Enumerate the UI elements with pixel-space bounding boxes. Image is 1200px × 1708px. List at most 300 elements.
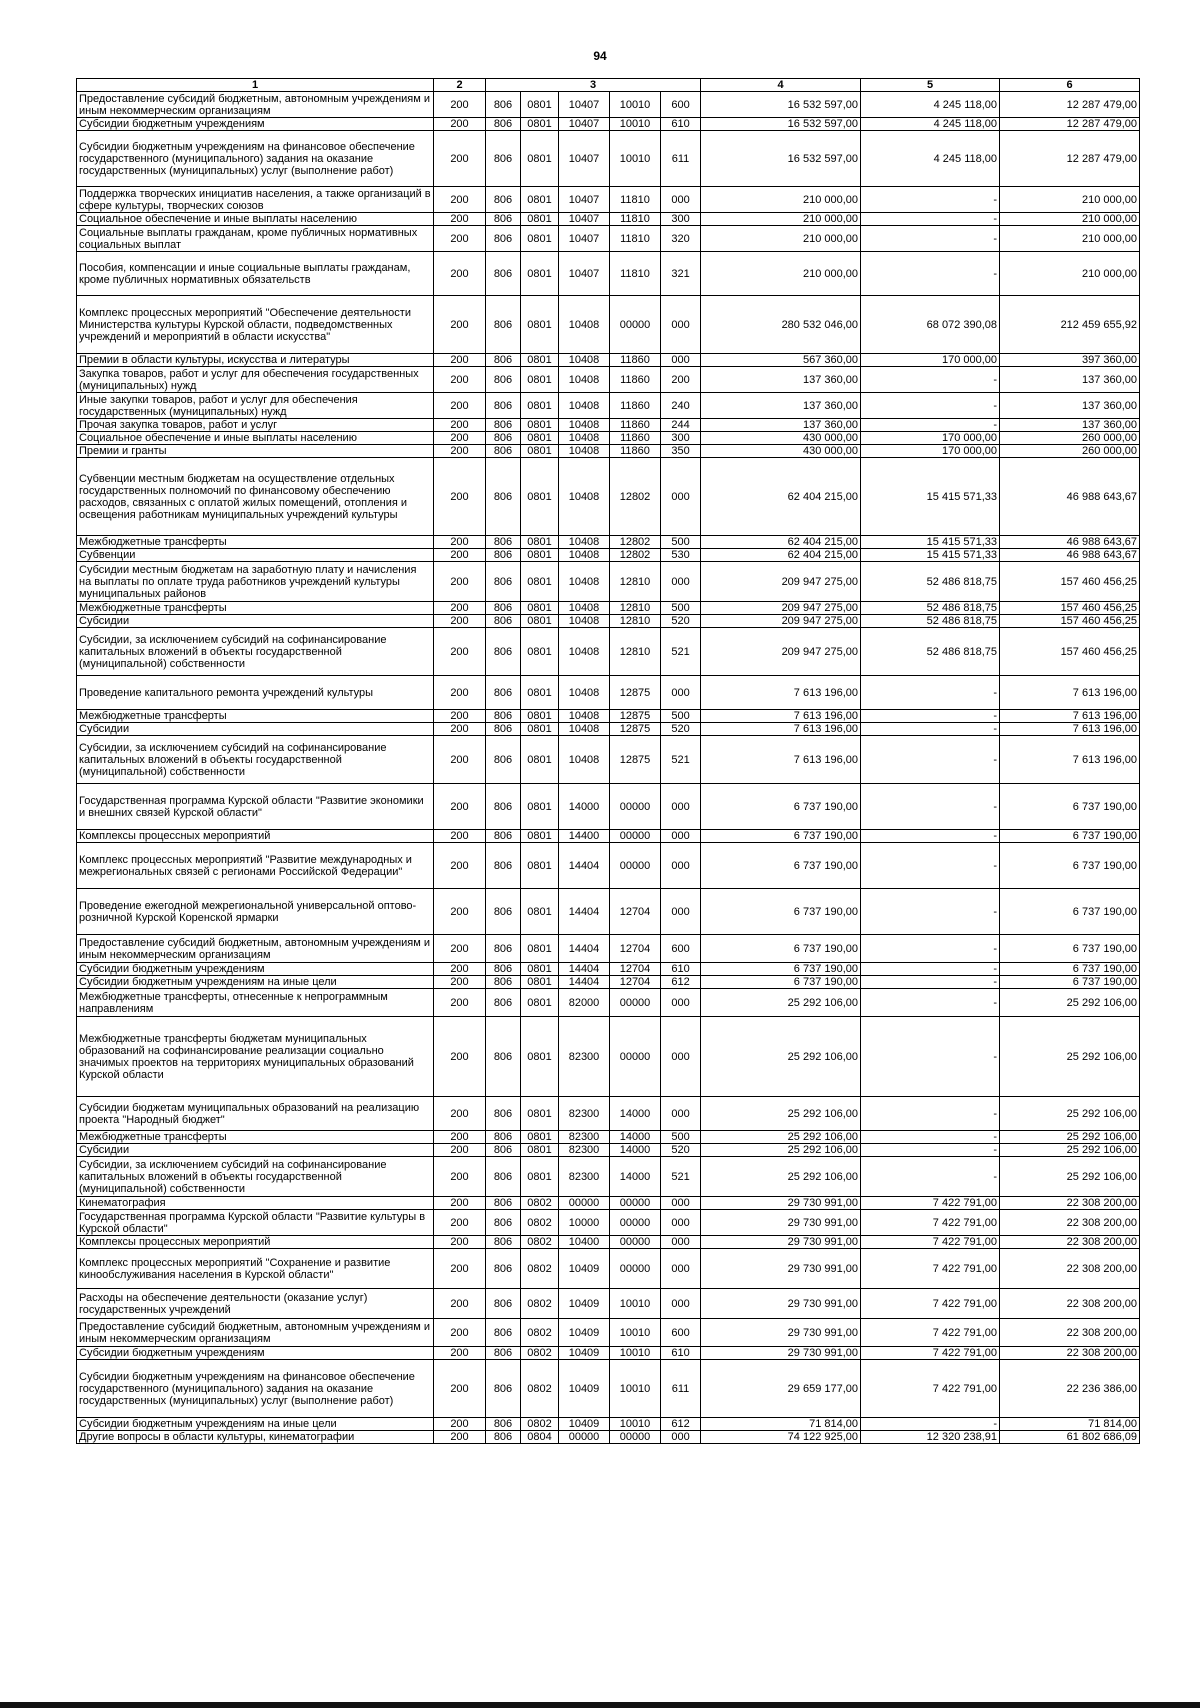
cell-b: 0801 <box>521 1131 559 1144</box>
cell-d: 00000 <box>610 989 661 1017</box>
cell-b: 0801 <box>521 419 559 432</box>
cell-v4: 29 730 991,00 <box>701 1210 861 1236</box>
cell-name: Пособия, компенсации и иные социальные выплаты гражданам, кроме публичных нормативных обязательств <box>77 252 434 296</box>
cell-name: Государственная программа Курской области "Развитие экономики и внешних связей Курской области" <box>77 784 434 830</box>
cell-c2: 200 <box>434 963 486 976</box>
cell-d: 14000 <box>610 1157 661 1197</box>
cell-c: 14000 <box>559 784 610 830</box>
cell-c2: 200 <box>434 445 486 458</box>
cell-v4: 280 532 046,00 <box>701 296 861 354</box>
cell-b: 0801 <box>521 131 559 187</box>
table-row <box>77 1319 1140 1347</box>
cell-b: 0801 <box>521 1017 559 1097</box>
cell-v6: 137 360,00 <box>1000 393 1140 419</box>
cell-name: Премии и гранты <box>77 445 434 458</box>
cell-v4: 7 613 196,00 <box>701 736 861 784</box>
cell-c: 10400 <box>559 1236 610 1249</box>
cell-a: 806 <box>486 889 521 935</box>
cell-e: 000 <box>661 1236 701 1249</box>
cell-d: 12704 <box>610 935 661 963</box>
cell-v4: 210 000,00 <box>701 252 861 296</box>
cell-name: Проведение ежегодной межрегиональной универсальной оптово-розничной Курской Коренской ярмарки <box>77 889 434 935</box>
cell-a: 806 <box>486 419 521 432</box>
cell-v5: 170 000,00 <box>861 354 1000 367</box>
cell-b: 0801 <box>521 536 559 549</box>
cell-c2: 200 <box>434 843 486 889</box>
cell-b: 0802 <box>521 1210 559 1236</box>
cell-v5: 7 422 791,00 <box>861 1197 1000 1210</box>
cell-v4: 430 000,00 <box>701 432 861 445</box>
cell-d: 11810 <box>610 213 661 226</box>
cell-c: 10408 <box>559 710 610 723</box>
cell-a: 806 <box>486 1017 521 1097</box>
table-row <box>77 1157 1140 1197</box>
cell-c2: 200 <box>434 458 486 536</box>
cell-d: 12802 <box>610 458 661 536</box>
cell-v6: 22 308 200,00 <box>1000 1319 1140 1347</box>
cell-b: 0801 <box>521 549 559 562</box>
cell-e: 520 <box>661 723 701 736</box>
cell-v4: 25 292 106,00 <box>701 1144 861 1157</box>
cell-v5: - <box>861 393 1000 419</box>
table-row <box>77 1418 1140 1431</box>
cell-c2: 200 <box>434 213 486 226</box>
cell-a: 806 <box>486 784 521 830</box>
cell-name: Субсидии <box>77 1144 434 1157</box>
cell-v5: - <box>861 784 1000 830</box>
table-row <box>77 1431 1140 1444</box>
cell-a: 806 <box>486 354 521 367</box>
cell-v6: 7 613 196,00 <box>1000 723 1140 736</box>
cell-b: 0801 <box>521 1157 559 1197</box>
cell-name: Субсидии бюджетным учреждениям <box>77 1347 434 1360</box>
cell-d: 12810 <box>610 628 661 676</box>
cell-d: 00000 <box>610 1431 661 1444</box>
cell-v4: 6 737 190,00 <box>701 889 861 935</box>
cell-v6: 22 308 200,00 <box>1000 1236 1140 1249</box>
table-row <box>77 830 1140 843</box>
cell-v5: 52 486 818,75 <box>861 615 1000 628</box>
table-row <box>77 1144 1140 1157</box>
cell-c2: 200 <box>434 628 486 676</box>
cell-v6: 397 360,00 <box>1000 354 1140 367</box>
cell-name: Иные закупки товаров, работ и услуг для обеспечения государственных (муниципальных) нужд <box>77 393 434 419</box>
cell-v6: 157 460 456,25 <box>1000 602 1140 615</box>
cell-e: 350 <box>661 445 701 458</box>
cell-v4: 209 947 275,00 <box>701 602 861 615</box>
cell-a: 806 <box>486 676 521 710</box>
cell-v6: 25 292 106,00 <box>1000 989 1140 1017</box>
table-row <box>77 432 1140 445</box>
cell-b: 0801 <box>521 393 559 419</box>
cell-c2: 200 <box>434 1319 486 1347</box>
cell-b: 0801 <box>521 830 559 843</box>
cell-name: Комплекс процессных мероприятий "Обеспечение деятельности Министерства культуры Курской области, подведомственных учреждений и мероприятий в области искусства" <box>77 296 434 354</box>
cell-c2: 200 <box>434 1418 486 1431</box>
cell-d: 00000 <box>610 1236 661 1249</box>
cell-a: 806 <box>486 843 521 889</box>
cell-name: Субсидии бюджетным учреждениям <box>77 118 434 131</box>
cell-e: 000 <box>661 1017 701 1097</box>
cell-a: 806 <box>486 1289 521 1319</box>
cell-v6: 157 460 456,25 <box>1000 562 1140 602</box>
cell-c: 10408 <box>559 367 610 393</box>
cell-e: 000 <box>661 843 701 889</box>
cell-c2: 200 <box>434 562 486 602</box>
cell-v5: 170 000,00 <box>861 432 1000 445</box>
cell-a: 806 <box>486 118 521 131</box>
cell-e: 000 <box>661 989 701 1017</box>
cell-d: 00000 <box>610 296 661 354</box>
cell-v6: 25 292 106,00 <box>1000 1144 1140 1157</box>
table-row <box>77 296 1140 354</box>
cell-v6: 25 292 106,00 <box>1000 1097 1140 1131</box>
cell-c: 82300 <box>559 1131 610 1144</box>
cell-c2: 200 <box>434 889 486 935</box>
cell-name: Поддержка творческих инициатив населения, а также организаций в сфере культуры, творческих союзов <box>77 187 434 213</box>
cell-v4: 210 000,00 <box>701 226 861 252</box>
cell-e: 000 <box>661 354 701 367</box>
column-header-1: 1 <box>77 79 434 92</box>
cell-c: 10408 <box>559 536 610 549</box>
cell-c2: 200 <box>434 1097 486 1131</box>
cell-v6: 12 287 479,00 <box>1000 131 1140 187</box>
cell-v5: 15 415 571,33 <box>861 536 1000 549</box>
cell-d: 14000 <box>610 1097 661 1131</box>
cell-v5: 15 415 571,33 <box>861 549 1000 562</box>
table-row <box>77 118 1140 131</box>
cell-b: 0802 <box>521 1347 559 1360</box>
cell-v4: 16 532 597,00 <box>701 118 861 131</box>
table-row <box>77 226 1140 252</box>
cell-name: Межбюджетные трансферты <box>77 536 434 549</box>
cell-v6: 46 988 643,67 <box>1000 536 1140 549</box>
cell-a: 806 <box>486 1360 521 1418</box>
cell-b: 0802 <box>521 1249 559 1289</box>
cell-e: 600 <box>661 935 701 963</box>
cell-c: 82300 <box>559 1144 610 1157</box>
cell-c: 10407 <box>559 92 610 118</box>
column-header-6: 6 <box>1000 79 1140 92</box>
cell-c2: 200 <box>434 1210 486 1236</box>
cell-e: 520 <box>661 615 701 628</box>
cell-name: Межбюджетные трансферты <box>77 602 434 615</box>
cell-c2: 200 <box>434 1017 486 1097</box>
cell-b: 0802 <box>521 1236 559 1249</box>
cell-a: 806 <box>486 1249 521 1289</box>
cell-a: 806 <box>486 445 521 458</box>
cell-b: 0801 <box>521 367 559 393</box>
cell-a: 806 <box>486 367 521 393</box>
cell-c: 82300 <box>559 1097 610 1131</box>
cell-name: Предоставление субсидий бюджетным, автономным учреждениям и иным некоммерческим организациям <box>77 1319 434 1347</box>
table-row <box>77 1347 1140 1360</box>
cell-d: 10010 <box>610 1360 661 1418</box>
cell-name: Межбюджетные трансферты <box>77 710 434 723</box>
cell-v6: 157 460 456,25 <box>1000 615 1140 628</box>
cell-c: 10408 <box>559 549 610 562</box>
cell-v4: 430 000,00 <box>701 445 861 458</box>
cell-c: 10407 <box>559 213 610 226</box>
table-row <box>77 1131 1140 1144</box>
cell-v4: 567 360,00 <box>701 354 861 367</box>
cell-c2: 200 <box>434 1144 486 1157</box>
cell-c: 10408 <box>559 296 610 354</box>
table-row <box>77 784 1140 830</box>
table-row <box>77 602 1140 615</box>
cell-c: 10409 <box>559 1249 610 1289</box>
cell-c2: 200 <box>434 602 486 615</box>
cell-c: 10407 <box>559 252 610 296</box>
cell-c2: 200 <box>434 419 486 432</box>
cell-v5: - <box>861 419 1000 432</box>
cell-name: Субвенции местным бюджетам на осуществление отдельных государственных полномочий по финансовому обеспечению расходов, связанных с оплатой жилых помещений, отопления и освещения работникам муниципальных учреждений культуры <box>77 458 434 536</box>
cell-c: 10408 <box>559 445 610 458</box>
cell-name: Субсидии бюджетным учреждениям на иные цели <box>77 1418 434 1431</box>
cell-d: 00000 <box>610 1249 661 1289</box>
cell-b: 0801 <box>521 628 559 676</box>
cell-v5: 15 415 571,33 <box>861 458 1000 536</box>
cell-v5: - <box>861 723 1000 736</box>
cell-d: 00000 <box>610 1210 661 1236</box>
table-row <box>77 187 1140 213</box>
cell-v4: 7 613 196,00 <box>701 723 861 736</box>
cell-b: 0802 <box>521 1197 559 1210</box>
table-row <box>77 393 1140 419</box>
cell-e: 600 <box>661 92 701 118</box>
table-row <box>77 989 1140 1017</box>
cell-v5: - <box>861 989 1000 1017</box>
cell-c: 10408 <box>559 615 610 628</box>
cell-v5: - <box>861 676 1000 710</box>
cell-b: 0801 <box>521 92 559 118</box>
cell-e: 521 <box>661 736 701 784</box>
cell-name: Субсидии бюджетным учреждениям на финансовое обеспечение государственного (муниципального) задания на оказание государственных (муниципальных) услуг (выполнение работ) <box>77 1360 434 1418</box>
cell-name: Субсидии местным бюджетам на заработную плату и начисления на выплаты по оплате труда работников учреждений культуры муниципальных районов <box>77 562 434 602</box>
cell-d: 10010 <box>610 1319 661 1347</box>
cell-v4: 74 122 925,00 <box>701 1431 861 1444</box>
table-row <box>77 1360 1140 1418</box>
cell-d: 11810 <box>610 187 661 213</box>
cell-b: 0801 <box>521 963 559 976</box>
cell-c: 10408 <box>559 723 610 736</box>
cell-name: Субвенции <box>77 549 434 562</box>
cell-c2: 200 <box>434 1289 486 1319</box>
header-row <box>77 79 1140 92</box>
cell-a: 806 <box>486 458 521 536</box>
cell-c2: 200 <box>434 830 486 843</box>
cell-name: Комплексы процессных мероприятий <box>77 830 434 843</box>
cell-name: Субсидии бюджетам муниципальных образований на реализацию проекта "Народный бюджет" <box>77 1097 434 1131</box>
table-row <box>77 736 1140 784</box>
table-row <box>77 723 1140 736</box>
cell-v6: 6 737 190,00 <box>1000 889 1140 935</box>
table-row <box>77 213 1140 226</box>
cell-v5: - <box>861 736 1000 784</box>
table-row <box>77 1249 1140 1289</box>
cell-v5: 7 422 791,00 <box>861 1249 1000 1289</box>
cell-c2: 200 <box>434 676 486 710</box>
cell-c2: 200 <box>434 736 486 784</box>
cell-v5: - <box>861 367 1000 393</box>
cell-c: 10408 <box>559 736 610 784</box>
cell-d: 00000 <box>610 1017 661 1097</box>
cell-b: 0801 <box>521 736 559 784</box>
cell-v5: - <box>861 935 1000 963</box>
cell-c: 10408 <box>559 419 610 432</box>
cell-v4: 62 404 215,00 <box>701 536 861 549</box>
cell-d: 00000 <box>610 1197 661 1210</box>
cell-d: 11860 <box>610 354 661 367</box>
cell-b: 0801 <box>521 710 559 723</box>
cell-d: 12810 <box>610 615 661 628</box>
cell-b: 0801 <box>521 723 559 736</box>
cell-b: 0802 <box>521 1289 559 1319</box>
table-row <box>77 935 1140 963</box>
cell-b: 0802 <box>521 1418 559 1431</box>
cell-e: 000 <box>661 1097 701 1131</box>
cell-c: 10408 <box>559 393 610 419</box>
cell-v5: 4 245 118,00 <box>861 131 1000 187</box>
cell-v6: 46 988 643,67 <box>1000 549 1140 562</box>
cell-name: Субсидии, за исключением субсидий на софинансирование капитальных вложений в объекты государственной (муниципальной) собственности <box>77 1157 434 1197</box>
cell-c: 10409 <box>559 1289 610 1319</box>
cell-c2: 200 <box>434 710 486 723</box>
cell-b: 0801 <box>521 1097 559 1131</box>
cell-d: 10010 <box>610 1418 661 1431</box>
cell-v4: 210 000,00 <box>701 187 861 213</box>
cell-e: 000 <box>661 1210 701 1236</box>
cell-d: 11860 <box>610 393 661 419</box>
cell-v4: 25 292 106,00 <box>701 989 861 1017</box>
cell-e: 000 <box>661 458 701 536</box>
cell-d: 11810 <box>610 252 661 296</box>
cell-v4: 25 292 106,00 <box>701 1131 861 1144</box>
cell-d: 11860 <box>610 432 661 445</box>
cell-e: 240 <box>661 393 701 419</box>
cell-v5: 12 320 238,91 <box>861 1431 1000 1444</box>
cell-b: 0801 <box>521 602 559 615</box>
cell-v6: 25 292 106,00 <box>1000 1157 1140 1197</box>
cell-name: Субсидии, за исключением субсидий на софинансирование капитальных вложений в объекты государственной (муниципальной) собственности <box>77 628 434 676</box>
table-row <box>77 367 1140 393</box>
cell-b: 0801 <box>521 213 559 226</box>
cell-e: 300 <box>661 432 701 445</box>
cell-a: 806 <box>486 989 521 1017</box>
cell-name: Социальное обеспечение и иные выплаты населению <box>77 432 434 445</box>
cell-e: 000 <box>661 562 701 602</box>
table-row <box>77 1289 1140 1319</box>
table-row <box>77 963 1140 976</box>
page-number: 94 <box>593 49 607 63</box>
cell-d: 12704 <box>610 889 661 935</box>
cell-v6: 46 988 643,67 <box>1000 458 1140 536</box>
cell-name: Субсидии, за исключением субсидий на софинансирование капитальных вложений в объекты государственной (муниципальной) собственности <box>77 736 434 784</box>
cell-d: 12802 <box>610 536 661 549</box>
cell-a: 806 <box>486 92 521 118</box>
cell-d: 10010 <box>610 1289 661 1319</box>
cell-c2: 200 <box>434 1347 486 1360</box>
scan-edge-bar <box>0 1702 1200 1708</box>
cell-v5: 7 422 791,00 <box>861 1236 1000 1249</box>
cell-v5: 170 000,00 <box>861 445 1000 458</box>
cell-v6: 22 236 386,00 <box>1000 1360 1140 1418</box>
cell-c2: 200 <box>434 935 486 963</box>
cell-b: 0801 <box>521 432 559 445</box>
cell-v4: 137 360,00 <box>701 419 861 432</box>
cell-v5: 7 422 791,00 <box>861 1210 1000 1236</box>
cell-e: 000 <box>661 784 701 830</box>
cell-b: 0802 <box>521 1360 559 1418</box>
cell-v6: 6 737 190,00 <box>1000 963 1140 976</box>
column-header-2: 2 <box>434 79 486 92</box>
cell-e: 000 <box>661 187 701 213</box>
cell-c: 14404 <box>559 935 610 963</box>
cell-a: 806 <box>486 213 521 226</box>
cell-d: 14000 <box>610 1131 661 1144</box>
cell-c2: 200 <box>434 131 486 187</box>
cell-d: 11860 <box>610 445 661 458</box>
cell-v4: 6 737 190,00 <box>701 784 861 830</box>
cell-v6: 137 360,00 <box>1000 419 1140 432</box>
cell-v4: 16 532 597,00 <box>701 92 861 118</box>
cell-c2: 200 <box>434 615 486 628</box>
table-row <box>77 615 1140 628</box>
cell-c: 10408 <box>559 432 610 445</box>
cell-b: 0801 <box>521 445 559 458</box>
cell-name: Субсидии <box>77 615 434 628</box>
cell-b: 0801 <box>521 976 559 989</box>
cell-v6: 71 814,00 <box>1000 1418 1140 1431</box>
table-row <box>77 354 1140 367</box>
cell-v6: 6 737 190,00 <box>1000 784 1140 830</box>
cell-a: 806 <box>486 296 521 354</box>
cell-v4: 209 947 275,00 <box>701 628 861 676</box>
table-row <box>77 976 1140 989</box>
cell-v5: - <box>861 1017 1000 1097</box>
table-row <box>77 458 1140 536</box>
cell-c2: 200 <box>434 1157 486 1197</box>
cell-c2: 200 <box>434 393 486 419</box>
cell-name: Комплекс процессных мероприятий "Сохранение и развитие кинообслуживания населения в Курской области" <box>77 1249 434 1289</box>
cell-v6: 260 000,00 <box>1000 432 1140 445</box>
cell-v6: 157 460 456,25 <box>1000 628 1140 676</box>
cell-c: 82000 <box>559 989 610 1017</box>
cell-c: 82300 <box>559 1017 610 1097</box>
cell-c2: 200 <box>434 1131 486 1144</box>
cell-v4: 62 404 215,00 <box>701 549 861 562</box>
cell-e: 200 <box>661 367 701 393</box>
cell-v5: - <box>861 1144 1000 1157</box>
cell-v6: 12 287 479,00 <box>1000 92 1140 118</box>
cell-a: 806 <box>486 963 521 976</box>
cell-v4: 210 000,00 <box>701 213 861 226</box>
cell-v5: 7 422 791,00 <box>861 1289 1000 1319</box>
cell-v6: 22 308 200,00 <box>1000 1197 1140 1210</box>
cell-v6: 25 292 106,00 <box>1000 1131 1140 1144</box>
cell-c2: 200 <box>434 1249 486 1289</box>
cell-v6: 6 737 190,00 <box>1000 976 1140 989</box>
cell-c: 10408 <box>559 458 610 536</box>
cell-c2: 200 <box>434 1431 486 1444</box>
cell-e: 500 <box>661 602 701 615</box>
cell-c2: 200 <box>434 92 486 118</box>
cell-e: 500 <box>661 710 701 723</box>
cell-v4: 7 613 196,00 <box>701 710 861 723</box>
cell-v4: 209 947 275,00 <box>701 562 861 602</box>
cell-a: 806 <box>486 1347 521 1360</box>
cell-c: 82300 <box>559 1157 610 1197</box>
